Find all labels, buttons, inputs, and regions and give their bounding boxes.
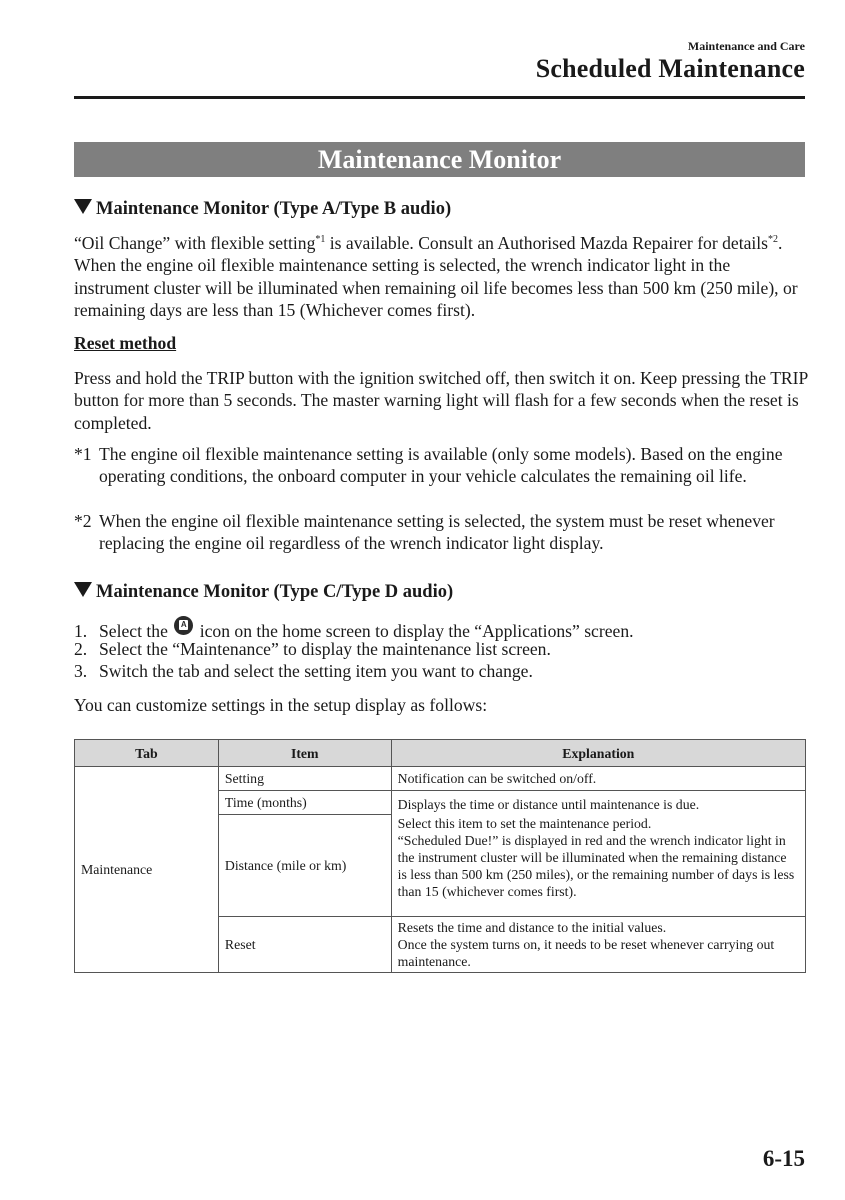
item-cell: Setting <box>218 767 391 791</box>
section-heading-cd-text: Maintenance Monitor (Type C/Type D audio) <box>96 582 454 602</box>
applications-icon-letter: A <box>180 620 187 629</box>
triangle-bullet-icon <box>74 199 92 214</box>
footnote-1-text: The engine oil flexible maintenance setting is available (only some models). Based on the engine operating conditions, the onboard computer in your vehicle calculates the remaining oil life. <box>99 444 783 487</box>
item-cell: Distance (mile or km) <box>218 815 391 917</box>
triangle-bullet-icon <box>74 582 92 597</box>
step-3-text: Switch the tab and select the setting item you want to change. <box>99 661 533 681</box>
p1-text-2: is available. Consult an Authorised Mazda Repairer for details <box>325 233 769 253</box>
step-2-number: 2. <box>74 639 88 659</box>
col-header-item: Item <box>218 740 391 767</box>
step-3-number: 3. <box>74 661 88 681</box>
footnote-ref-2: *2 <box>768 234 779 245</box>
header-rule <box>74 96 805 99</box>
item-cell: Time (months) <box>218 791 391 815</box>
explanation-cell: Displays the time or distance until maintenance is due. <box>391 791 805 815</box>
tab-cell-maintenance: Maintenance <box>75 767 219 973</box>
oil-change-paragraph <box>74 232 809 322</box>
chapter-title: Maintenance and Care <box>687 39 805 53</box>
table-row <box>75 767 806 791</box>
p1-text-3: . When the engine oil flexible maintenance setting is selected, the wrench indicator light in the instrument cluster will be illuminated when remaining oil life becomes less than 500 km (250 mile), or remaining days are less than 15 (Whichever comes first). <box>74 233 798 321</box>
footnote-2-mark: *2 <box>74 511 92 531</box>
reset-method-heading: Reset method <box>74 333 177 353</box>
section-heading-ab <box>74 199 451 220</box>
footnote-ref-1: *1 <box>315 234 326 245</box>
maintenance-settings-table <box>74 739 806 973</box>
step-1-text-after: icon on the home screen to display the “Applications” screen. <box>199 621 634 641</box>
footnote-1-mark: *1 <box>74 444 92 464</box>
applications-icon <box>174 616 193 635</box>
footnote-2-text: When the engine oil flexible maintenance setting is selected, the system must be reset whenever replacing the engine oil regardless of the wrench indicator light display. <box>99 511 775 554</box>
step-3 <box>74 660 533 682</box>
setup-intro: You can customize settings in the setup display as follows: <box>74 695 488 715</box>
table-header-row <box>75 740 806 767</box>
footnote-2 <box>74 510 809 555</box>
step-1-text-before: Select the <box>99 621 168 641</box>
explanation-cell: Select this item to set the maintenance period. “Scheduled Due!” is displayed in red and the wrench indicator light in the instrument cluster will be illuminated when the remaining distance is less than 500 km (250 miles), or the remaining number of days is less than 15 (whichever comes first). <box>391 815 805 917</box>
footnote-1 <box>74 443 809 488</box>
reset-method-paragraph: Press and hold the TRIP button with the ignition switched off, then switch it on. Keep pressing the TRIP button for more than 5 seconds. The master warning light will flash for a few seconds when the reset is completed. <box>74 368 808 433</box>
step-1-number: 1. <box>74 621 88 641</box>
col-header-tab: Tab <box>75 740 219 767</box>
step-2-text: Select the “Maintenance” to display the maintenance list screen. <box>99 639 551 659</box>
item-cell: Reset <box>218 917 391 973</box>
p1-text-1: “Oil Change” with flexible setting <box>74 233 316 253</box>
banner-title: Maintenance Monitor <box>74 142 805 177</box>
section-heading-cd <box>74 582 453 603</box>
section-title: Scheduled Maintenance <box>535 54 805 83</box>
step-2 <box>74 638 551 660</box>
explanation-cell: Notification can be switched on/off. <box>391 767 805 791</box>
page-number: 6-15 <box>762 1146 805 1171</box>
explanation-cell: Resets the time and distance to the initial values. Once the system turns on, it needs to be reset whenever carrying out maintenance. <box>391 917 805 973</box>
col-header-explanation: Explanation <box>391 740 805 767</box>
section-heading-ab-text: Maintenance Monitor (Type A/Type B audio) <box>96 199 452 219</box>
